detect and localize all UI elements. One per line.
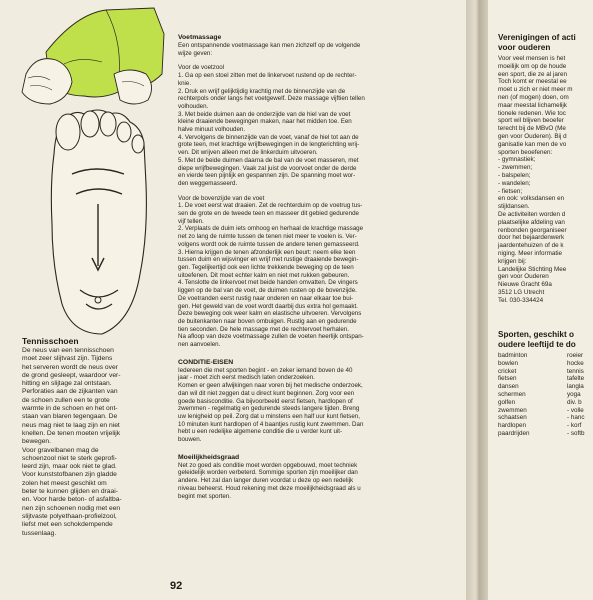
- sport-name-right: div. b: [567, 398, 582, 406]
- sport-name-left: golfen: [498, 398, 516, 406]
- massage-heading: Voetmassage: [178, 34, 222, 41]
- sports-heading: Sporten, geschikt o oudere leeftijd te do: [498, 330, 576, 349]
- massage-intro: Een ontspannende voetmassage kan men zichzelf op de volgende wijze geven:: [178, 42, 361, 57]
- sport-name-left: schaatsen: [498, 414, 527, 422]
- conditie-heading: CONDITIE-EISEN: [178, 358, 234, 366]
- sports-table: [498, 352, 593, 438]
- sport-name-right: - volle: [567, 406, 584, 414]
- sports-table-row: [498, 414, 593, 422]
- sports-table-row: [498, 391, 593, 399]
- sport-name-right: tennis: [567, 367, 584, 375]
- sport-name-left: bowlen: [498, 359, 518, 367]
- sports-table-row: [498, 422, 593, 430]
- page-number: 92: [170, 580, 183, 592]
- sports-table-row: [498, 352, 593, 360]
- sports-table-row: [498, 399, 593, 407]
- sport-name-left: fietsen: [498, 375, 517, 383]
- sport-name-right: yoga: [567, 390, 581, 398]
- sport-name-left: hardlopen: [498, 422, 527, 430]
- associations-text: Voor veel mensen is het moeilijk om op de houde een sport, die ze al jaren Toch komt er meestal ee moet u zich er niet meer m nen (of mogen) doen, om maar meestal lichamelijk tionele redenen. Wie toc sport wil blijven beoefer terecht bij de MBvO (Me gen voor Ouderen). Bij d ganisatie kan men de vo sporten beoefenen: - gymnastiek; - zwemmen; - balspelen; - wandelen; - fietsen; en ook: volksdansen en stijldansen. De activiteiten worden d plaatselijke afdeling van renbonden georganiseer door het bejaardenwerk jaardentehuizen of de k niging. Meer informatie krijgen bij: Landelijke Stichting Mee gen voor Ouderen Nieuwe Gracht 69a 3512 LG Utrecht Tel. 030-334424: [498, 55, 573, 304]
- sport-name-right: roeier: [567, 352, 584, 359]
- sport-name-right: hocke: [567, 359, 584, 367]
- main-column: [178, 34, 462, 500]
- sport-name-left: dansen: [498, 383, 519, 391]
- sole-instructions: Voor de voetzool 1. Ga op een stoel zitten met de linkervoet rustend op de rechter- knie. 2. Druk en wrijf gelijktijdig krachtig met de binnenzijde van de rechterpols onder langs het voetgewelf. Deze massage vijftien tellen volhouden. 3. Met beide duimen aan de onderzijde van de hiel van de voet kleine draaiende bewegingen maken, naar het midden toe. Een halve minuut volhouden. 4. Vervolgens de binnenzijde van de voet, vanaf de hiel tot aan de grote teen, met krachtige wrijfbewegingen in de lengterichting wrij- ven. Dit wrijven alleen met de linkerduim uitvoeren. 5. Met de beide duimen daarna de bal van de voet masseren, met diepe wrijfbewegingen. Vaak zal juist de voorvoet onder de derde en vierde teen pijnlijk en gespannen zijn. De spanning moet wor- den weggemasseerd.: [178, 64, 365, 187]
- sports-table-row: [498, 383, 593, 391]
- sports-table-row: [498, 407, 593, 415]
- sport-name-right: - hanc: [567, 414, 585, 422]
- sport-name-left: zwemmen: [498, 406, 527, 414]
- sport-name-right: langla: [567, 383, 584, 391]
- right-page: [488, 0, 593, 600]
- foot-massage-illustration: [6, 4, 166, 342]
- moeilijk-text: Net zo goed als conditie moet worden opgebouwd, moet techniek geleidelijk worden verbeterd. Sommige sporten zijn moeilijker dan andere. Het zal dan langer duren voordat u deze op een redelijk niveau beheerst. Houd rekening met deze moeilijkheidsgraad als u begint met sporten.: [178, 461, 361, 500]
- sports-table-row: [498, 360, 593, 368]
- sport-name-left: paardrijden: [498, 429, 530, 437]
- moeilijk-heading: Moeilijkheidsgraad: [178, 453, 240, 461]
- book-gutter: [466, 0, 490, 600]
- sport-name-left: cricket: [498, 367, 517, 375]
- sport-name-right: - softb: [567, 429, 585, 437]
- associations-heading: Verenigingen of acti voor ouderen: [498, 33, 576, 52]
- tennis-section: [22, 336, 164, 538]
- tennis-heading: Tennisschoen: [22, 336, 79, 346]
- sports-table-row: [498, 375, 593, 383]
- conditie-text: Iedereen die met sporten begint - en zeker iemand boven de 40 jaar - moet zich eerst medisch laten onderzoeken. Komen er geen afwijkingen naar voren bij het medische onderzoek, dan wil dit niet zeggen dat u direct kunt beginnen. Zorg voor een goede basisconditie. Ga bijvoorbeeld eerst fietsen, hardlopen of zwemmen - regelmatig en gedurende steeds langere tijden. Breng uw lenigheid op peil. Zorg dat u minstens een half uur kunt fietsen, 10 minuten kunt hardlopen of 4 baantjes rustig kunt zwemmen. Dan hebt u een redelijke algemene conditie die u verder kunt uit- bouwen.: [178, 366, 364, 444]
- sports-table-row: [498, 430, 593, 438]
- tennis-text: De neus van een tennisschoen moet zeer slijtvast zijn. Tijdens het serveren wordt de neus over de grond gesleept, waardoor ver- hitting en slijtage zal ontstaan. Perforaties aan de zijkanten van de schoen zullen een te grote warmte in de schoen en het ont- staan van blaren tegengaan. De neus mag niet te laag zijn en niet knellen. De tenen moeten vrijelijk bewegen. Voor gravelbanen mag de schoenzool niet te sterk geprofi- leerd zijn, maar ook niet te glad. Voor kunststofbanen zijn gladde zolen het meest geschikt om beter te kunnen glijden en draai- en. Voor harde beton- of asfaltba- nen zijn schoenen nodig met een slijtvaste polyethaan-profielzool, liefst met een schokdempende tussenlaag.: [22, 347, 122, 537]
- top-instructions: Voor de bovenzijde van de voet 1. De voet eerst wat draaien. Zet de rechterduim op de voetrug tus- sen de grote en de tweede teen en masseer dit gebied gedurende vijf tellen. 2. Verplaats de duim iets omhoog en herhaal de krachtige massage net zo lang de ruimte tussen de tenen niet meer te voelen is. Ver- volgens wordt ook de ruimte tussen de andere tenen gemasseerd. 3. Hierna krijgen de tenen afzonderlijk een beurt: neem elke teen tussen duim en wijsvinger en wrijf met rustige draaiende bewegin- gen. Tegelijkertijd ook een lichte trekkende beweging op de teen uitoefenen. Dit moet echter kalm en niet met rukken gebeuren. 4. Tenslotte de linkervoet met beide handen omvatten. De vingers liggen op de bal van de voet, de duimen rusten op de bovenzijde. De voetranden eerst rustig naar onderen en naar elkaar toe bui- gen. Het geweld van de voet wordt daarbij dus extra hol gemaakt. Deze beweging ook weer kalm en elastische uitvoeren. Vervolgens de buitenkanten naar boven ombuigen. Rustig aan en gedurende tien seconden. De hele massage met de rechtervoet herhalen. Na afloop van deze voetmassage zullen de voeten heerlijk ontspan- nen aanvoelen.: [178, 194, 364, 349]
- sport-name-left: schermen: [498, 390, 526, 398]
- sport-name-right: - korf: [567, 422, 582, 430]
- sport-name-right: tafelte: [567, 375, 585, 383]
- sport-name-left: badminton: [498, 352, 528, 359]
- sports-table-row: [498, 368, 593, 376]
